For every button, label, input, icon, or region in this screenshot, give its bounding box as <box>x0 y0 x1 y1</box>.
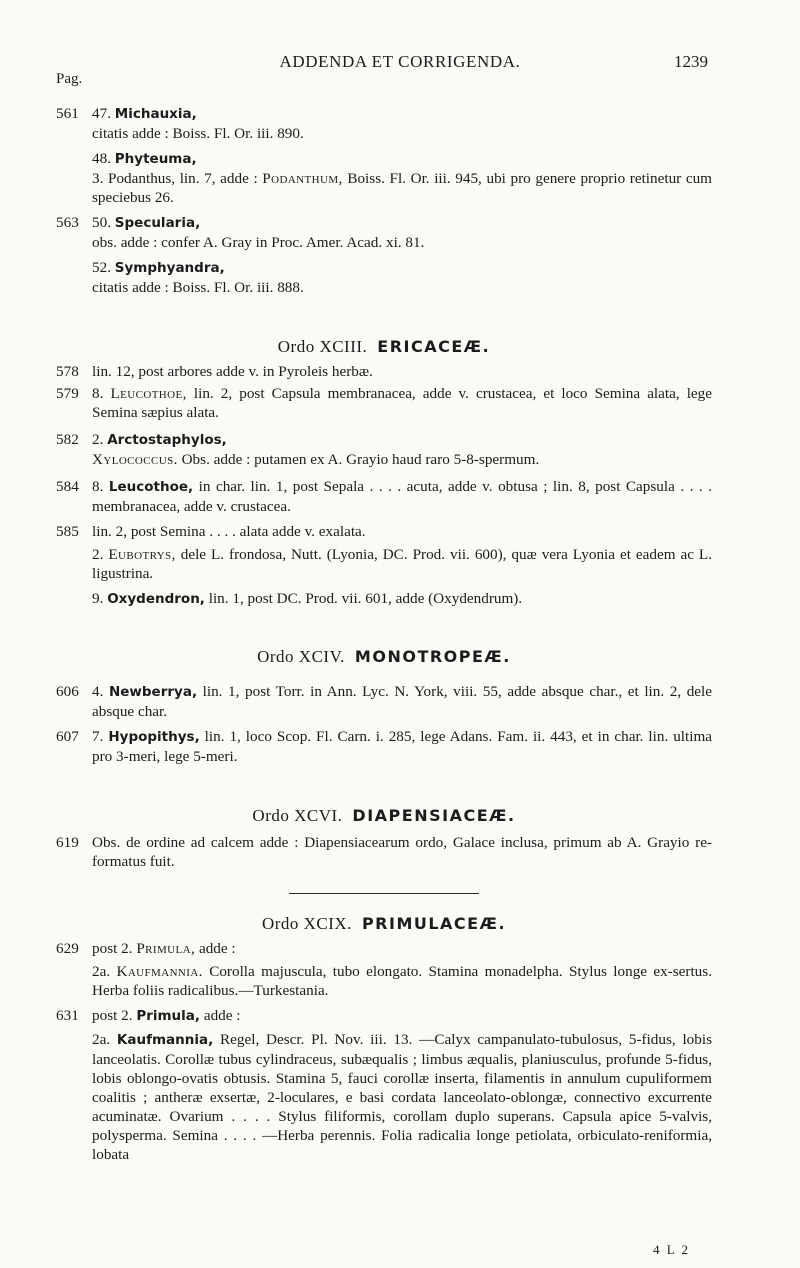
entry-607 <box>56 727 712 766</box>
page-ref: 585 <box>56 523 79 540</box>
entry-number: 52. <box>92 259 111 276</box>
ordo-heading: Ordo XCVI. DIAPENSIACEÆ. <box>252 806 516 825</box>
entry-text: lin. 12, post arbores adde v. in Pyroleis herbæ. <box>92 363 373 380</box>
running-title: ADDENDA ET CORRIGENDA. <box>279 52 521 71</box>
entry-number: 2. <box>92 431 104 448</box>
entry-number: 48. <box>92 150 111 167</box>
entry-582 <box>56 430 712 469</box>
genus-name: Specularia, <box>114 215 201 231</box>
genus-name: Oxydendron, <box>107 591 205 607</box>
section-divider <box>289 893 479 894</box>
page-ref: 606 <box>56 683 79 700</box>
entry-578 <box>56 362 712 381</box>
ordo-heading: Ordo XCIII. ERICACEÆ. <box>277 337 491 356</box>
entry-563 <box>56 213 712 297</box>
entry-text: post 2. Primula, adde : <box>92 940 236 957</box>
entry-text: 3. Podanthus, lin. 7, adde : Podanthum, Boiss. Fl. Or. iii. 945, ubi pro genere proprio retinetur cum speciebus 26. <box>92 170 712 206</box>
ordo-heading: Ordo XCIV. MONOTROPEÆ. <box>257 647 511 666</box>
genus-name: Kaufmannia, <box>116 1032 214 1048</box>
genus-name: Primula, <box>136 1008 201 1024</box>
entry-text: 7. Hypopithys, lin. 1, loco Scop. Fl. Carn. i. 285, lege Adans. Fam. ii. 443, et in char. lin. ultima pro 3-meri, lege 5-meri. <box>92 728 713 765</box>
page-ref: 561 <box>56 105 79 122</box>
genus-name: Newberrya, <box>108 684 198 700</box>
entry-585 <box>56 522 712 609</box>
entry-text: obs. adde : confer A. Gray in Proc. Amer. Acad. xi. 81. <box>92 234 425 251</box>
page-ref: 582 <box>56 431 79 448</box>
family-name: ERICACEÆ. <box>377 337 491 356</box>
page-ref: 579 <box>56 385 79 402</box>
genus-name: Phyteuma, <box>114 151 197 167</box>
entry-text: lin. 2, post Semina . . . . alata adde v. exalata. <box>92 523 366 540</box>
entry-631 <box>56 1006 712 1164</box>
entry-606 <box>56 682 712 721</box>
genus-name: Symphyandra, <box>114 260 225 276</box>
page-ref: 578 <box>56 363 79 380</box>
entry-text: 2a. Kaufmannia, Regel, Descr. Pl. Nov. iii. 13. —Calyx campanulato-tubulosus, 5-fidus, lobis lanceolatis. Corollæ tubus cylindraceus, subæqualis ; limbus æqualis, planiusculus, profunde 5-fidus, lobis oblongo-ovatis obtusis. Stamina 5, fauci corollæ inserta, filamentis in annulum cupuliformem coalitis ; antheræ exsertæ, 2-loculares, e basi cordata lanceolato-oblongæ, connectivo excurrente acuminatæ. Ovarium . . . . Stylus filiformis, corollam duplo superans. Capsula apice 5-valvis, polysperma. Semina . . . . —Herba perennis. Folia radicalia longe petiolata, orbiculato-reniformia, lobata <box>92 1031 713 1163</box>
entry-text: 2. Eubotrys, dele L. frondosa, Nutt. (Lyonia, DC. Prod. vii. 600), quæ vera Lyonia et eadem ac L. ligustrina. <box>92 546 713 582</box>
genus-name: Michauxia, <box>114 106 197 122</box>
family-name: MONOTROPEÆ. <box>354 647 511 666</box>
entry-text: 2a. Kaufmannia. Corolla majuscula, tubo elongato. Stamina monadelpha. Stylus longe ex-sertus. Herba foliis radicalibus.—Turkestania. <box>92 963 712 999</box>
genus-name: Hypopithys, <box>108 729 200 745</box>
family-name: DIAPENSIACEÆ. <box>352 806 516 825</box>
entry-561 <box>56 104 712 207</box>
entry-text: Xylococcus. Obs. adde : putamen ex A. Grayio haud raro 5-8-spermum. <box>92 451 540 468</box>
entry-text: citatis adde : Boiss. Fl. Or. iii. 890. <box>92 125 304 142</box>
page-body <box>56 89 712 1164</box>
entry-number: 47. <box>92 105 111 122</box>
running-header <box>0 52 800 74</box>
page-ref: 619 <box>56 834 79 851</box>
entry-text: 9. Oxydendron, lin. 1, post DC. Prod. vii. 601, adde (Oxydendrum). <box>92 590 523 607</box>
page-ref: 607 <box>56 728 79 745</box>
pag-column-label: Pag. <box>56 71 83 87</box>
genus-name: Arctostaphylos, <box>107 432 227 448</box>
family-name: PRIMULACEÆ. <box>361 914 507 933</box>
page-ref: 563 <box>56 214 79 231</box>
entry-text: 8. Leucothoe, lin. 2, post Capsula membranacea, adde v. crustacea, et loco Semina alata, lege Semina sæpius alata. <box>92 385 713 421</box>
page-ref: 629 <box>56 940 79 957</box>
entry-text: citatis adde : Boiss. Fl. Or. iii. 888. <box>92 279 304 296</box>
entry-629 <box>56 939 712 1000</box>
genus-name: Leucothoe, <box>108 479 194 495</box>
entry-text: Obs. de ordine ad calcem adde : Diapensiacearum ordo, Galace inclusa, primum ab A. Grayio re-formatus fuit. <box>92 834 712 870</box>
entry-text: 8. Leucothoe, in char. lin. 1, post Sepala . . . . acuta, adde v. obtusa ; lin. 8, post Capsula . . . . membranacea, adde v. crustacea. <box>92 478 713 515</box>
entry-text: 4. Newberrya, lin. 1, post Torr. in Ann. Lyc. N. York, viii. 55, adde absque char., et lin. 2, dele absque char. <box>92 683 712 720</box>
page-number: 1239 <box>674 52 708 71</box>
ordo-heading: Ordo XCIX. PRIMULACEÆ. <box>261 914 507 933</box>
entry-619 <box>56 833 712 871</box>
signature-mark: 4 L 2 <box>653 1242 690 1257</box>
entry-584 <box>56 477 712 516</box>
entry-text: post 2. Primula, adde : <box>92 1007 241 1024</box>
entry-number: 50. <box>92 214 111 231</box>
page-ref: 584 <box>56 478 79 495</box>
page-ref: 631 <box>56 1007 79 1024</box>
entry-579 <box>56 384 712 422</box>
